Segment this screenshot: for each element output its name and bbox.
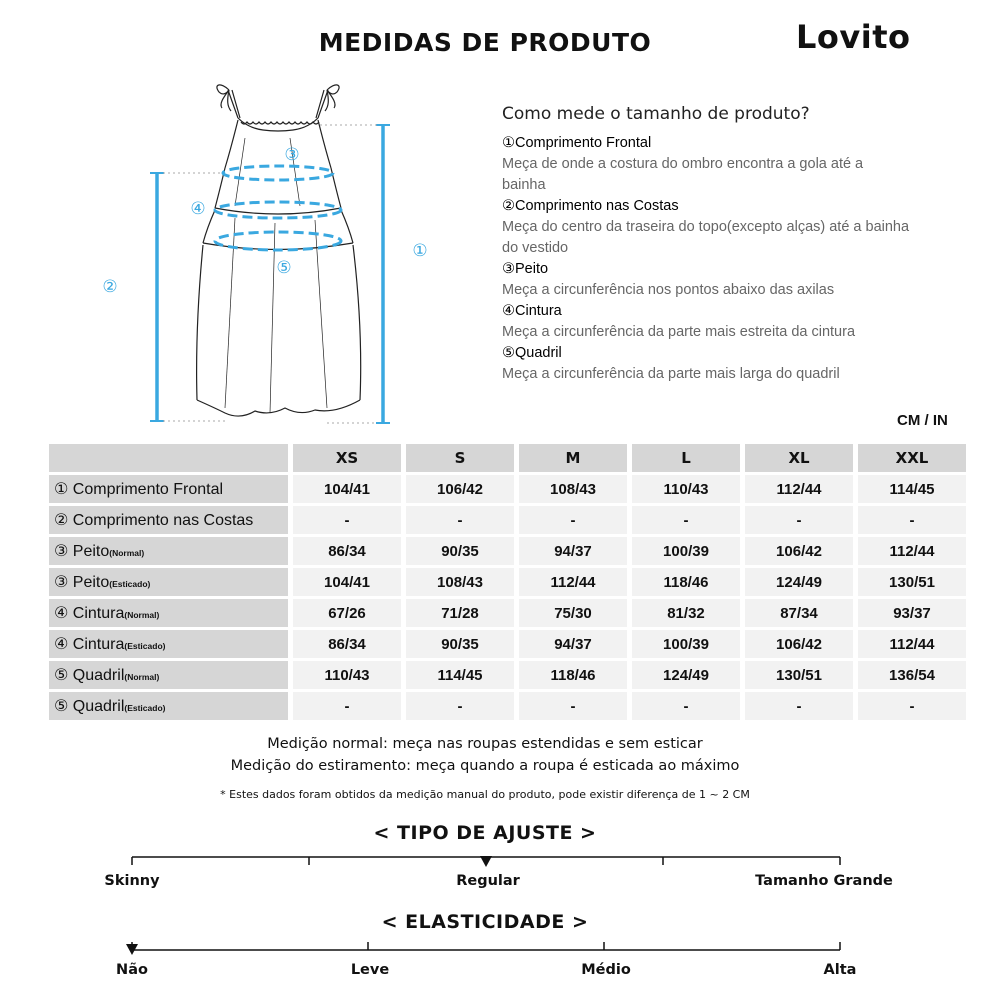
table-cell: 136/54 [858, 661, 966, 689]
elasticity-scale [0, 940, 1000, 964]
row-label [49, 630, 288, 658]
size-table [44, 441, 971, 723]
page-title: MEDIDAS DE PRODUTO [318, 28, 652, 57]
fit-scale [0, 848, 1000, 872]
guide-heading: ③Peito [502, 261, 549, 277]
table-row [49, 475, 966, 503]
guide-desc: do vestido [502, 240, 569, 256]
size-header: XL [745, 444, 853, 472]
table-cell: 106/42 [745, 630, 853, 658]
guide-heading: ①Comprimento Frontal [502, 135, 652, 151]
row-label [49, 537, 288, 565]
size-header: M [519, 444, 627, 472]
table-row [49, 661, 966, 689]
row-label [49, 568, 288, 596]
note-disclaimer: * Estes dados foram obtidos da medição manual do produto, pode existir diferença de 1 ~ 2 CM [220, 788, 750, 801]
table-cell: 90/35 [406, 537, 514, 565]
elasticity-label-light: Leve [350, 962, 390, 978]
table-header-row [49, 444, 966, 472]
note-normal: Medição normal: meça nas roupas estendidas e sem esticar [267, 736, 703, 752]
row-label-text: ③ Peito [54, 543, 110, 560]
table-row [49, 568, 966, 596]
table-cell: - [519, 506, 627, 534]
row-label-text: ① Comprimento Frontal [54, 481, 224, 498]
table-cell: - [745, 506, 853, 534]
guide-desc: Meça a circunferência nos pontos abaixo das axilas [502, 282, 835, 298]
size-header: S [406, 444, 514, 472]
guide-item-front-length [502, 133, 962, 196]
table-cell: 112/44 [745, 475, 853, 503]
table-cell: - [406, 692, 514, 720]
table-cell: 90/35 [406, 630, 514, 658]
table-cell: - [858, 506, 966, 534]
fit-label-regular: Regular [456, 873, 520, 889]
table-cell: - [293, 692, 401, 720]
table-cell: - [293, 506, 401, 534]
row-label-text: ⑤ Quadril [54, 698, 125, 715]
guide-desc: Meça do centro da traseira do topo(excepto alças) até a bainha [502, 219, 910, 235]
measurement-guide [502, 104, 962, 385]
row-label-sub: (Esticado) [124, 703, 166, 713]
marker-2: ② [102, 277, 118, 297]
table-cell: - [632, 506, 740, 534]
table-cell: 114/45 [406, 661, 514, 689]
guide-question: Como mede o tamanho de produto? [502, 104, 810, 124]
note-stretch: Medição do estiramento: meça quando a roupa é esticada ao máximo [230, 758, 740, 774]
guide-desc: Meça de onde a costura do ombro encontra a gola até a [502, 156, 864, 172]
unit-label: CM / IN [897, 412, 948, 429]
row-label-text: ③ Peito [54, 574, 110, 591]
guide-heading: ②Comprimento nas Costas [502, 198, 679, 214]
table-cell: 106/42 [745, 537, 853, 565]
table-cell: 104/41 [293, 568, 401, 596]
table-cell: - [406, 506, 514, 534]
fit-label-skinny: Skinny [104, 873, 160, 889]
guide-item-waist [502, 301, 962, 343]
table-cell: 86/34 [293, 537, 401, 565]
guide-item-hip [502, 343, 962, 385]
row-label-text: ② Comprimento nas Costas [54, 512, 254, 529]
marker-5: ⑤ [276, 258, 292, 278]
row-label-sub: (Esticado) [109, 579, 151, 589]
row-label-text: ⑤ Quadril [54, 667, 125, 684]
table-cell: 130/51 [858, 568, 966, 596]
table-cell: 124/49 [632, 661, 740, 689]
row-label [49, 475, 288, 503]
table-cell: 124/49 [745, 568, 853, 596]
guide-item-back-length [502, 196, 962, 259]
table-cell: 67/26 [293, 599, 401, 627]
table-cell: 87/34 [745, 599, 853, 627]
row-label [49, 692, 288, 720]
table-cell: 112/44 [519, 568, 627, 596]
size-header: XXL [858, 444, 966, 472]
table-cell: 108/43 [406, 568, 514, 596]
table-cell: 94/37 [519, 537, 627, 565]
size-header: L [632, 444, 740, 472]
table-cell: 110/43 [293, 661, 401, 689]
table-cell: 112/44 [858, 630, 966, 658]
row-label [49, 661, 288, 689]
row-label [49, 506, 288, 534]
table-cell: - [858, 692, 966, 720]
table-cell: 106/42 [406, 475, 514, 503]
elasticity-label-high: Alta [823, 962, 857, 978]
table-cell: - [745, 692, 853, 720]
table-cell: 93/37 [858, 599, 966, 627]
table-row [49, 692, 966, 720]
table-cell: 94/37 [519, 630, 627, 658]
table-row [49, 506, 966, 534]
table-cell: 118/46 [519, 661, 627, 689]
guide-heading: ④Cintura [502, 303, 562, 319]
guide-desc: Meça a circunferência da parte mais larga do quadril [502, 366, 840, 382]
table-cell: 110/43 [632, 475, 740, 503]
guide-heading: ⑤Quadril [502, 345, 562, 361]
table-corner [49, 444, 288, 472]
fit-title: < TIPO DE AJUSTE > [373, 822, 597, 844]
marker-4: ④ [190, 199, 206, 219]
table-cell: 100/39 [632, 537, 740, 565]
row-label-sub: (Esticado) [124, 641, 166, 651]
guide-desc: Meça a circunferência da parte mais estreita da cintura [502, 324, 856, 340]
row-label-sub: (Normal) [109, 548, 145, 558]
table-cell: 130/51 [745, 661, 853, 689]
table-row [49, 630, 966, 658]
elasticity-label-none: Não [116, 962, 148, 978]
brand-logo: Lovito [796, 18, 911, 56]
table-cell: 86/34 [293, 630, 401, 658]
row-label [49, 599, 288, 627]
elasticity-title: < ELASTICIDADE > [381, 911, 589, 933]
table-cell: 108/43 [519, 475, 627, 503]
table-cell: - [632, 692, 740, 720]
dress-illustration [95, 78, 455, 428]
table-cell: 104/41 [293, 475, 401, 503]
table-row [49, 599, 966, 627]
size-header: XS [293, 444, 401, 472]
table-cell: 118/46 [632, 568, 740, 596]
table-cell: 71/28 [406, 599, 514, 627]
elasticity-label-medium: Médio [581, 962, 631, 978]
table-cell: 100/39 [632, 630, 740, 658]
table-cell: 114/45 [858, 475, 966, 503]
fit-label-large: Tamanho Grande [755, 873, 893, 889]
row-label-text: ④ Cintura [54, 605, 125, 622]
marker-1: ① [412, 241, 428, 261]
fit-marker-icon [480, 856, 492, 867]
guide-desc: bainha [502, 177, 546, 193]
marker-3: ③ [284, 145, 300, 165]
row-label-sub: (Normal) [124, 672, 160, 682]
table-row [49, 537, 966, 565]
table-cell: 81/32 [632, 599, 740, 627]
table-cell: - [519, 692, 627, 720]
guide-item-chest [502, 259, 962, 301]
row-label-sub: (Normal) [124, 610, 160, 620]
table-cell: 75/30 [519, 599, 627, 627]
row-label-text: ④ Cintura [54, 636, 125, 653]
table-cell: 112/44 [858, 537, 966, 565]
